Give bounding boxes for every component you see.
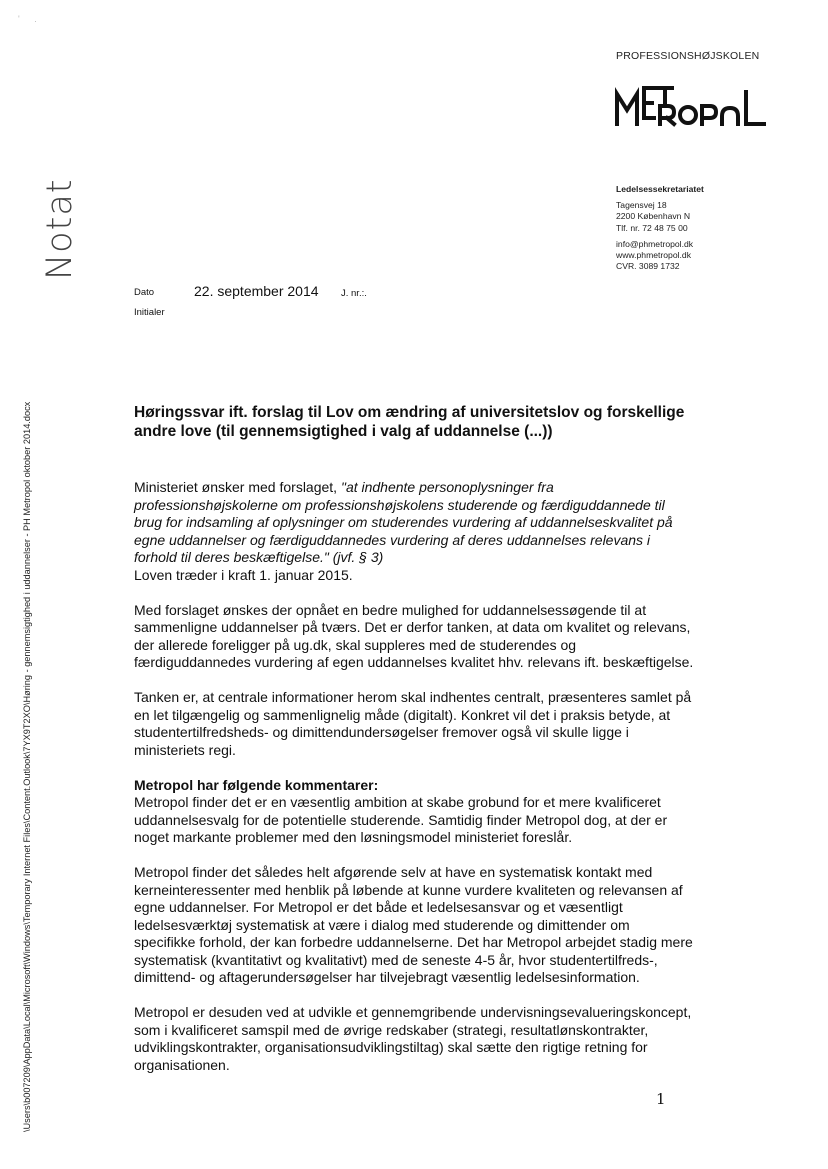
cvr-number: CVR. 3089 1732 — [616, 261, 680, 272]
file-path-text: \Users\b007209\AppData\Local\Microsoft\Windows\Temporary Internet Files\Content.Outlook\7YX9T2XO\Høring - gennemsigtighed i uddannelser - PH Metropol oktober 2014.docx — [22, 401, 32, 1132]
institution-prefix: PROFESSIONSHØJSKOLEN — [616, 50, 760, 62]
paragraph-3: Tanken er, at centrale informationer herom skal indhentes centralt, præsenteres samlet på en let tilgængelig og sammenlignelig måde (digitalt). Konkret vil det i praksis betyde, at studentertilfredsheds- og dimittendundersøgelser fremover også vil skulle ligge i ministeriets regi. — [134, 689, 692, 758]
jnr-label: J. nr.:. — [341, 288, 367, 299]
website: www.phmetropol.dk — [616, 250, 691, 261]
scan-marks: ' . — [18, 14, 43, 24]
paragraph-4-text: Metropol finder det er en væsentlig ambition at skabe grobund for et mere kvalificeret uddannelsesvalg for de potentielle studerende. Samtidig finder Metropol dog, at der er noget markante problemer med den løsningsmodel ministeriet foreslår. — [134, 794, 668, 845]
paragraph-5: Metropol finder det således helt afgørende selv at have en systematisk kontakt med kerneinteressenter med henblik på løbende at kunne vurdere kvaliteten og relevansen af egne uddannelser. For Metropol er det både et ledelsesansvar og et væsentligt ledelsesværktøj systematisk at være i dialog med studerende og dimittender om specifikke forhold, der kan forbedre uddannelserne. Det har Metropol arbejdet stadig mere systematisk (kvantitativt og kvalitativt) med de seneste 4-5 år, hvor studentertilfreds-, dimittend- og aftagerundersøgelser har tilvejebragt væsentlig ledelsesinformation. — [134, 864, 693, 985]
paragraph-2: Med forslaget ønskes der opnået en bedre mulighed for uddannelsessøgende til at sammenligne uddannelser på tværs. Det er derfor tanken, at data om kvalitet og relevans, der allerede foreligger på ug.dk, skal suppleres med de studerendes og færdiguddannedes vurdering af egen uddannelses kvalitet hhv. relevans ift. beskæftigelse. — [134, 601, 694, 670]
comments-heading: Metropol har følgende kommentarer: — [134, 776, 379, 793]
paragraph-1-tail: Loven træder i kraft 1. januar 2015. — [134, 566, 353, 583]
phone-number: Tlf. nr. 72 48 75 00 — [616, 222, 688, 233]
dato-label: Dato — [134, 287, 155, 298]
page-number: 1 — [656, 1090, 666, 1108]
initialer-label: Initialer — [134, 307, 165, 318]
document-type-label — [40, 180, 100, 280]
document-body — [134, 404, 694, 1092]
sender-address — [616, 184, 704, 272]
department-name: Ledelsessekretariatet — [616, 184, 704, 194]
paragraph-6: Metropol er desuden ved at udvikle et gennemgribende undervisningsevalueringskoncept, som i kvalificeret samspil med de øvrige redskaber (strategi, resultatlønskontrakter, udviklingskontrakter, organisationsudviklingstiltag) skal sætte den rigtige retning for organisationen. — [134, 1004, 692, 1073]
email-address: info@phmetropol.dk — [616, 238, 694, 249]
paragraph-1-lead: Ministeriet ønsker med forslaget, — [134, 479, 341, 495]
notat-label: Notat — [40, 178, 80, 280]
street-address: Tagensvej 18 — [616, 200, 667, 211]
document-title: Høringssvar ift. forslag til Lov om ændring af universitetslov og forskellige andre love (til gennemsigtighed i valg af uddannelse (...)) — [134, 404, 685, 440]
file-path-margin — [22, 352, 38, 1132]
city-address: 2200 København N — [616, 211, 691, 222]
paragraph-4 — [134, 777, 694, 847]
metropol-logo — [614, 84, 766, 128]
paragraph-1 — [134, 479, 694, 584]
paragraph-1-quote: "at indhente personoplysninger fra professionshøjskolerne om professionshøjskolens studerende og færdiguddannede til brug for indsamling af oplysninger om studerendes vurdering af uddannelseskvalitet på egne uddannelser og færdiguddannedes vurdering af deres uddannelses relevans i forhold til deres beskæftigelse." (jvf. § 3) — [134, 479, 673, 565]
dato-value: 22. september 2014 — [194, 283, 319, 299]
